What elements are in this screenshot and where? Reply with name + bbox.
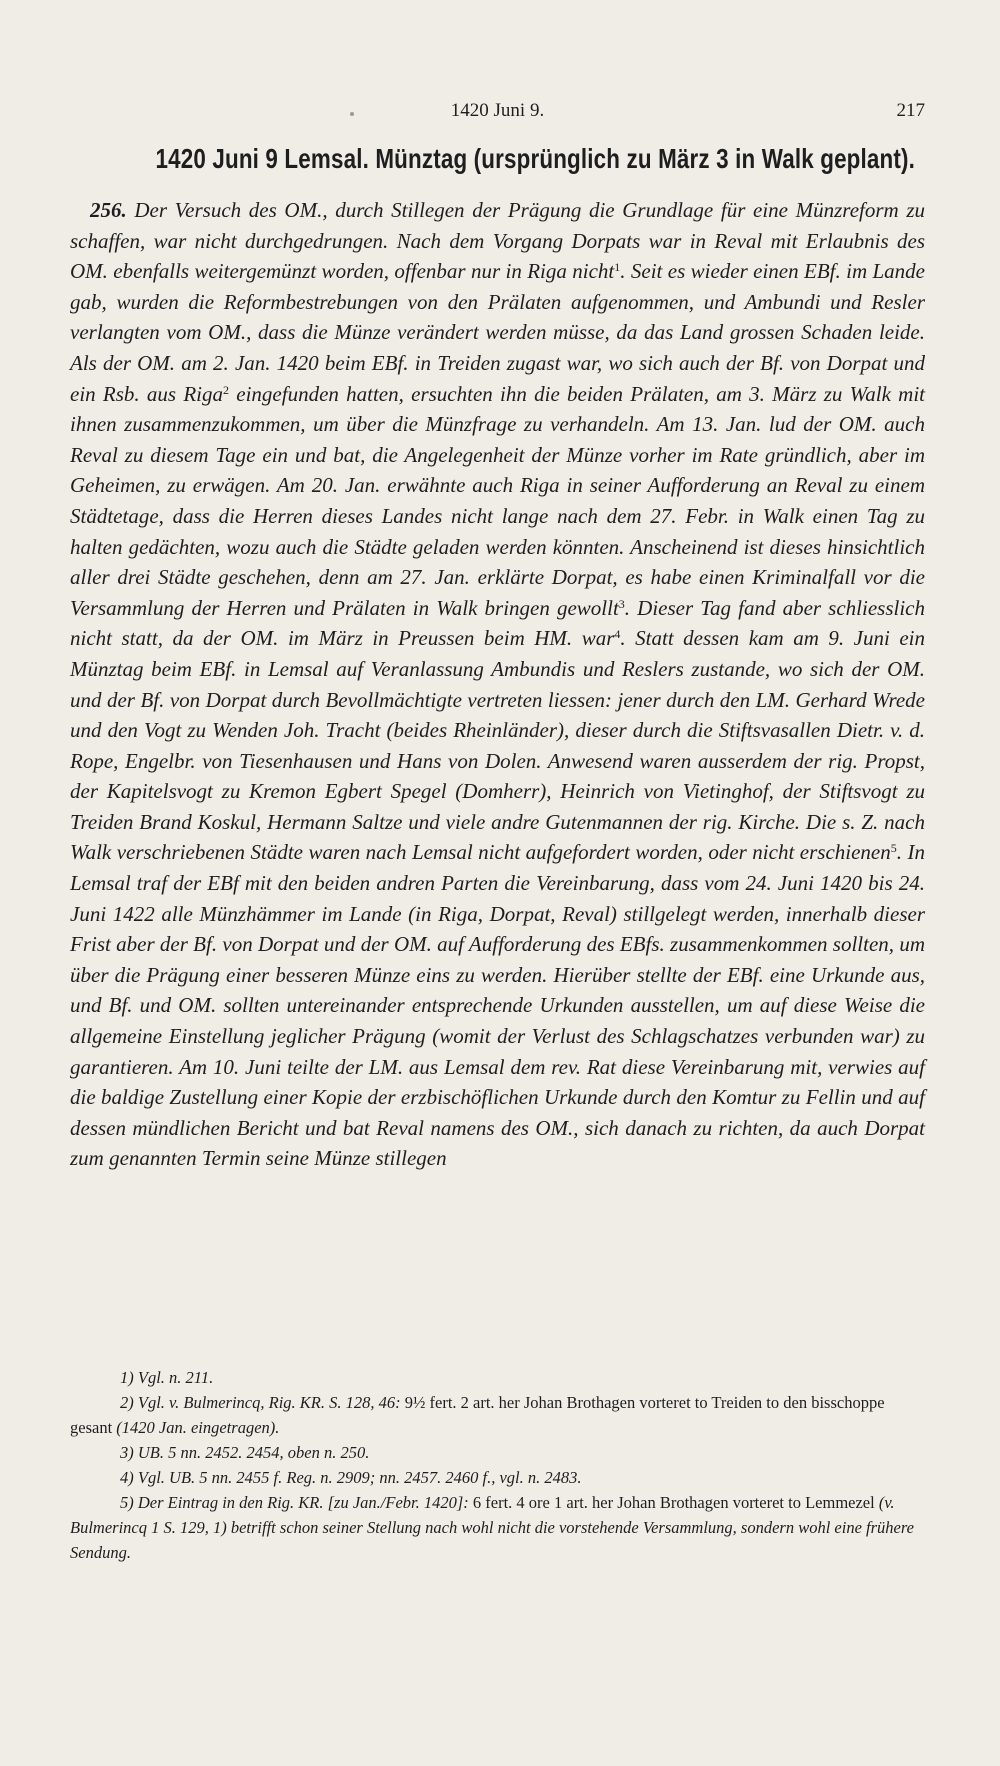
page-number: 217	[896, 100, 925, 121]
footnote-mark: 4)	[120, 1468, 134, 1487]
footnote-mark: 3)	[120, 1443, 134, 1462]
footnote-text: Vgl. v. Bulmerincq, Rig. KR. S. 128, 46:	[137, 1393, 401, 1412]
footnote-ref-4[interactable]: 4	[614, 627, 621, 642]
body-part-3: eingefunden hatten, ersuchten ihn die beiden Prälaten, am 3. März zu Walk mit ihnen zusammenzukommen, um über die Münzfrage zu verhandeln. Am 13. Jan. lud der OM. auch Reval zu diesem Tage ein und bat, die Angelegenheit der Münze vorher im Rate gründlich, aber im Geheimen, zu erwägen. Am 20. Jan. erwähnte auch Riga in seiner Aufforderung an Reval zu einem Städtetage, dass die Herren dieses Landes nicht lange nach dem 27. Febr. in Walk einen Tag zu halten gedächten, wozu auch die Städte geladen werden könnten. Anscheinend ist dieses hinsichtlich aller drei Städte geschehen, denn am 27. Jan. erklärte Dorpat, es habe einen Kriminalfall vor die Versammlung der Herren und Prälaten in Walk bringen gewollt	[70, 381, 925, 620]
footnote-text: Der Eintrag in den Rig. KR. [zu Jan./Febr. 1420]:	[137, 1493, 469, 1512]
entry-number: 256.	[90, 198, 127, 222]
footnote-text: Vgl. n. 211.	[137, 1368, 214, 1387]
footnote-ref-2[interactable]: 2	[223, 382, 229, 397]
footnote-1	[70, 1365, 925, 1390]
footnote-2	[70, 1390, 925, 1440]
footnotes	[70, 1365, 925, 1565]
footnote-text: UB. 5 nn. 2452. 2454, oben n. 250.	[137, 1443, 370, 1462]
footnote-quote: 6 fert. 4 ore 1 art. her Johan Brothagen vorteret to Lemmezel	[468, 1493, 879, 1512]
footnote-tail: (v. Bulmerincq 1 S. 129, 1) betrifft schon seiner Stellung nach wohl nicht die vorstehende Versammlung, sondern wohl eine frühere Sendung.	[70, 1493, 914, 1562]
footnote-tail: (1420 Jan. eingetragen).	[116, 1418, 280, 1437]
footnote-text: Vgl. UB. 5 nn. 2455 f. Reg. n. 2909; nn. 2457. 2460 f., vgl. n. 2483.	[137, 1468, 582, 1487]
body-part-2: . Seit es wieder einen EBf. im Lande gab, wurden die Reformbestrebungen von den Prälaten aufgenommen, und Ambundi und Resler verlangten vom OM., dass die Münze verändert werden müsse, da das Land grossen Schaden leide. Als der OM. am 2. Jan. 1420 beim EBf. in Treiden zugast war, wo sich auch der Bf. von Dorpat und ein Rsb. aus Riga	[70, 259, 925, 406]
body-part-5: . Statt dessen kam am 9. Juni ein Münztag beim EBf. in Lemsal auf Veranlassung Ambundis und Reslers zustande, wo sich der OM. und der Bf. von Dorpat durch Bevollmächtigte vertreten liessen: jener durch den LM. Gerhard Wrede und den Vogt zu Wenden Joh. Tracht (beides Rheinländer), dieser durch die Stiftsvasallen Dietr. v. d. Rope, Engelbr. von Tiesenhausen und Hans von Dolen. Anwesend waren ausserdem der rig. Propst, der Kapitelsvogt zu Kremon Egbert Spegel (Domherr), Heinrich von Vietinghof, der Stiftsvogt zu Treiden Brand Koskul, Hermann Saltze und viele andre Gutenmannen der rig. Kirche. Die s. Z. nach Walk verschriebenen Städte waren nach Lemsal nicht aufgefordert worden, oder nicht erschienen	[70, 626, 925, 865]
entry-title: 1420 Juni 9 Lemsal. Münztag (ursprünglich zu März 3 in Walk geplant).	[155, 143, 915, 174]
body-part-4: . Dieser Tag fand aber schliesslich nicht statt, da der OM. im März in Preussen beim HM. war	[70, 595, 925, 651]
footnote-ref-5[interactable]: 5	[890, 841, 897, 856]
footnote-mark: 2)	[120, 1393, 134, 1412]
footnote-3	[70, 1440, 925, 1465]
footnote-4	[70, 1465, 925, 1490]
footnote-mark: 5)	[120, 1493, 134, 1512]
running-title: 1420 Juni 9.	[450, 100, 545, 121]
footnote-ref-1[interactable]: 1	[614, 260, 621, 275]
footnote-5	[70, 1490, 925, 1565]
footnote-ref-3[interactable]: 3	[618, 596, 625, 611]
running-header	[70, 100, 925, 126]
body-part-1: Der Versuch des OM., durch Stillegen der Prägung die Grundlage für eine Münzreform zu schaffen, war nicht durchgedrungen. Nach dem Vorgang Dorpats war in Reval mit Erlaubnis des OM. ebenfalls weitergemünzt worden, offenbar nur in Riga nicht	[70, 198, 925, 284]
entry-body	[70, 195, 925, 1174]
footnote-quote: 9½ fert. 2 art. her Johan Brothagen vorteret to Treiden to den bisschoppe gesant	[70, 1393, 885, 1437]
body-part-6: . In Lemsal traf der EBf mit den beiden andren Parten die Vereinbarung, dass vom 24. Juni 1420 bis 24. Juni 1422 alle Münzhämmer im Lande (in Riga, Dorpat, Reval) stillgelegt werden, innerhalb dieser Frist aber der Bf. von Dorpat und der OM. auf Aufforderung des EBfs. zusammenkommen sollten, um über die Prägung einer besseren Münze eins zu werden. Hierüber stellte der EBf. eine Urkunde aus, und Bf. und OM. sollten untereinander entsprechende Urkunden ausstellen, um auf diese Weise die allgemeine Einstellung jeglicher Prägung (womit der Verlust des Schlagschatzes verbunden war) zu garantieren. Am 10. Juni teilte der LM. aus Lemsal dem rev. Rat diese Vereinbarung mit, verwies auf die baldige Zustellung einer Kopie der erzbischöflichen Urkunde durch den Komtur zu Fellin und auf dessen mündlichen Bericht und bat Reval namens des OM., sich danach zu richten, da auch Dorpat zum genannten Termin seine Münze stillegen	[70, 840, 925, 1171]
print-speck	[350, 112, 354, 116]
footnote-mark: 1)	[120, 1368, 134, 1387]
